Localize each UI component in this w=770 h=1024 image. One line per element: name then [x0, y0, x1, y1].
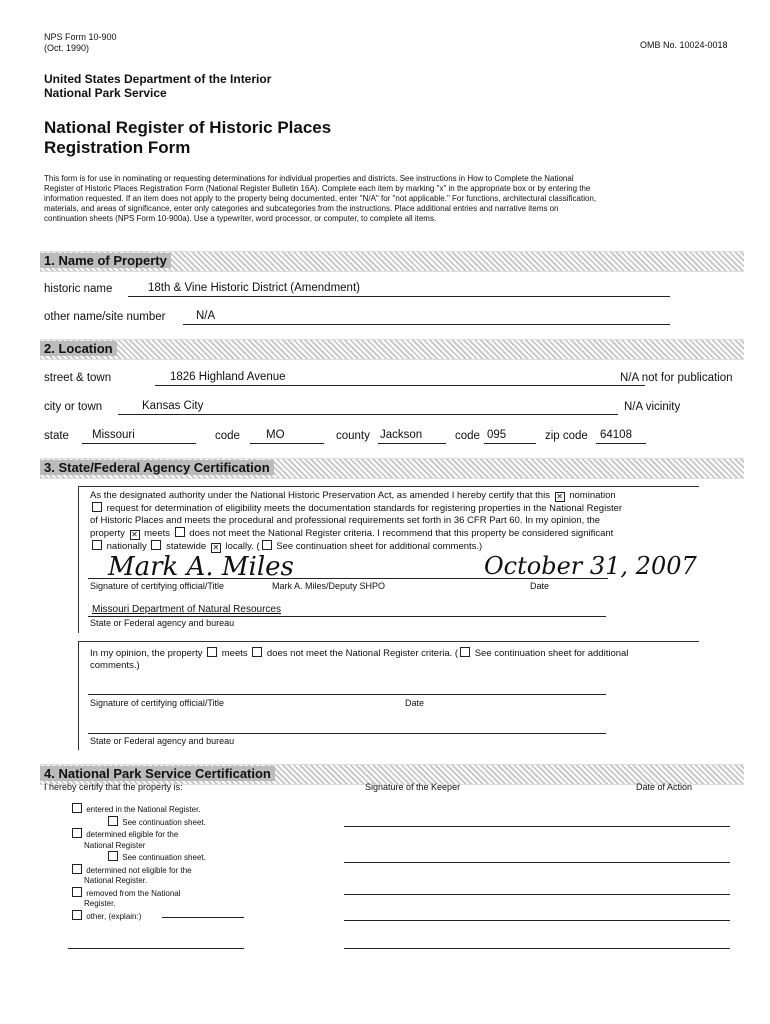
state-value[interactable]: Missouri — [92, 429, 135, 441]
date2-label: Date — [405, 698, 425, 708]
form-subtitle: Registration Form — [44, 138, 191, 157]
service: National Park Service — [44, 86, 167, 100]
state-code-value[interactable]: MO — [266, 429, 285, 441]
status-list — [70, 803, 270, 922]
other-name-label: other name/site number — [44, 311, 166, 323]
state-label: state — [44, 430, 69, 442]
nomination-checkbox[interactable]: ✕ — [556, 492, 563, 501]
historic-name-value[interactable]: 18th & Vine Historic District (Amendment) — [148, 282, 360, 294]
section-2-header: 2. Location — [40, 339, 744, 360]
does-not-meet-checkbox[interactable] — [175, 527, 185, 537]
form-title: National Register of Historic Places — [44, 118, 332, 137]
zip-value[interactable]: 64108 — [600, 429, 632, 441]
department: United States Department of the Interior — [44, 72, 272, 86]
list-item: Register. — [84, 899, 116, 908]
list-item: determined not eligible for the — [70, 864, 270, 877]
intro-text: This form is for use in nominating or requesting determinations for individual properties and districts. See instructions in How to Complete the National Register of Historic Places Registration Form (National Register Bulletin 16A). Complete each item by marking "x" in the appropriate box or by entering the information requested. If an item does not apply to the property being documented, enter "N/A" for "not applicable." For functions, architectural classification, materials, and areas of significance, enter only categories and subcategories from the instructions. Place additional entries and narrative items on continuation sheets (NPS Form 10-900a). Use a typewriter, word processor, or computer, to complete all items. — [44, 174, 597, 223]
certification-text: As the designated authority under the National Historic Preservation Act, as amended I hereby certify that this ✕ nomination request for determination of eligibility meets the documentation standards for registering properties in the National Register of Historic Places and meets the procedural and professional requirements set forth in 36 CFR Part 60. In my opinion, the property ✕ meets does not meet the National Register criteria. I recommend that this property be considered significant nationally statewide ✕ locally. ( See continuation sheet for additional comments.) — [90, 490, 623, 552]
signer-name: Mark A. Miles/Deputy SHPO — [272, 581, 386, 591]
keeper-label: Signature of the Keeper — [365, 782, 461, 792]
list-item: National Register. — [84, 876, 148, 885]
list-item: determined eligible for the — [70, 828, 270, 841]
opinion-continuation-checkbox[interactable] — [460, 647, 470, 657]
street-value[interactable]: 1826 Highland Avenue — [170, 371, 286, 383]
zip-label: zip code — [545, 430, 588, 442]
continuation-checkbox[interactable] — [262, 540, 272, 550]
not-for-publication: N/A not for publication — [620, 372, 733, 384]
county-code-label: code — [455, 430, 480, 442]
street-label: street & town — [44, 372, 112, 384]
list-item: National Register — [84, 840, 146, 850]
historic-name-label: historic name — [44, 283, 113, 295]
county-code-value[interactable]: 095 — [487, 429, 507, 441]
nationally-checkbox[interactable] — [92, 540, 102, 550]
opinion-text: In my opinion, the property meets does not meet the National Register criteria. ( See continuation sheet for additional comments.) — [90, 648, 629, 671]
list-item: entered in the National Register. — [70, 803, 270, 816]
state-code-label: code — [215, 430, 240, 442]
agency-label: State or Federal agency and bureau — [90, 618, 235, 628]
form-number: NPS Form 10-900 — [44, 32, 117, 42]
signature2-label: Signature of certifying official/Title — [90, 698, 225, 708]
signature-label: Signature of certifying official/Title — [90, 581, 225, 591]
section-4-header: 4. National Park Service Certification — [40, 764, 744, 785]
county-label: county — [336, 430, 370, 442]
form-date: (Oct. 1990) — [44, 43, 90, 53]
date-label: Date — [530, 581, 550, 591]
omb-number: OMB No. 10024-0018 — [640, 40, 728, 50]
list-item: other, (explain:) — [70, 910, 270, 923]
agency-value: Missouri Department of Natural Resources — [92, 604, 281, 615]
section-3-header: 3. State/Federal Agency Certification — [40, 458, 744, 479]
list-item: removed from the National — [70, 887, 270, 900]
list-item: See continuation sheet. — [70, 816, 270, 829]
agency2-label: State or Federal agency and bureau — [90, 736, 235, 746]
certify-statement: I hereby certify that the property is: — [44, 782, 183, 792]
other-name-value[interactable]: N/A — [196, 310, 216, 322]
opinion-not-meet-checkbox[interactable] — [252, 647, 262, 657]
meets-checkbox[interactable]: ✕ — [131, 530, 138, 539]
list-item: See continuation sheet. — [70, 851, 270, 864]
certifying-signature: Mark A. Miles — [108, 552, 294, 582]
vicinity: N/A vicinity — [624, 401, 681, 413]
statewide-checkbox[interactable] — [151, 540, 161, 550]
section-1-header: 1. Name of Property — [40, 251, 744, 272]
city-value[interactable]: Kansas City — [142, 400, 204, 412]
locally-checkbox[interactable]: ✕ — [212, 543, 220, 552]
signature-date: October 31, 2007 — [484, 552, 697, 580]
opinion-meets-checkbox[interactable] — [207, 647, 217, 657]
date-of-action-label: Date of Action — [636, 782, 693, 792]
request-checkbox[interactable] — [92, 502, 102, 512]
city-label: city or town — [44, 401, 103, 413]
county-value[interactable]: Jackson — [380, 429, 423, 441]
